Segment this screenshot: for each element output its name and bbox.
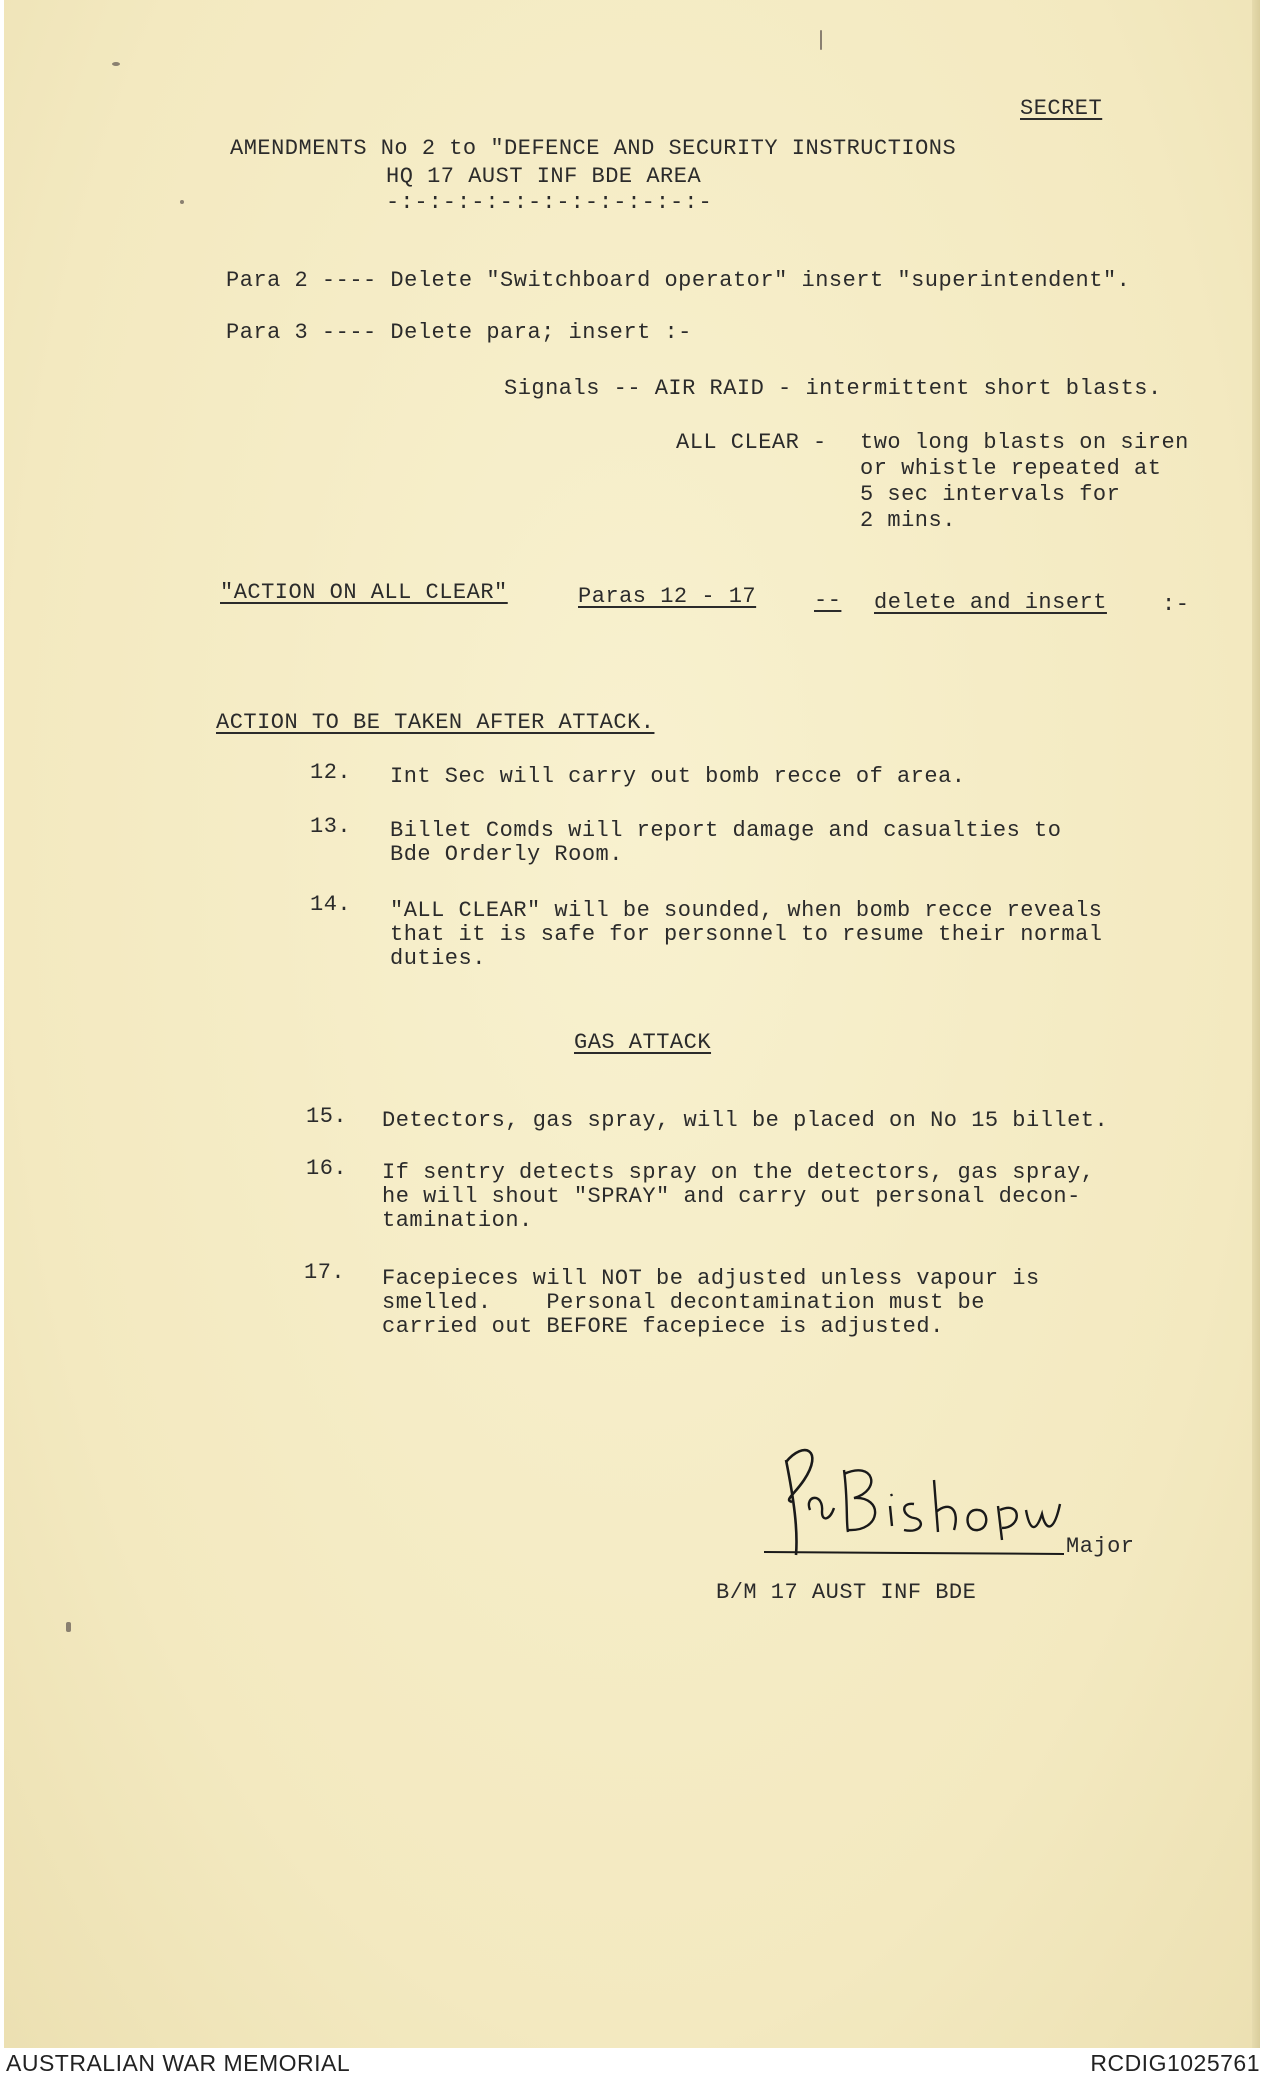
footer-archive-name: AUSTRALIAN WAR MEMORIAL — [6, 2050, 351, 2076]
para-number: 16. — [306, 1156, 348, 1181]
para-number: 14. — [310, 892, 352, 917]
para-number: 15. — [306, 1104, 348, 1129]
attack-section-heading: ACTION TO BE TAKEN AFTER ATTACK. — [216, 710, 655, 735]
classification-marking: SECRET — [1020, 96, 1103, 121]
para-text-line: Billet Comds will report damage and casualties to — [390, 818, 1062, 843]
paper-speck — [112, 62, 120, 66]
action-on-all-clear-separator: -- — [814, 588, 842, 613]
para-3-amendment: Para 3 ---- Delete para; insert :- — [226, 320, 692, 345]
para-text-line: he will shout "SPRAY" and carry out personal decon- — [382, 1184, 1081, 1209]
para-text-line: smelled. Personal decontamination must be — [382, 1290, 985, 1315]
document-page — [4, 0, 1260, 2048]
para-text-line: If sentry detects spray on the detectors, gas spray, — [382, 1160, 1095, 1185]
paper-speck — [820, 30, 822, 50]
para-text-line: Int Sec will carry out bomb recce of area. — [390, 764, 966, 789]
action-on-all-clear-heading: "ACTION ON ALL CLEAR" — [220, 580, 508, 605]
all-clear-detail-line: or whistle repeated at — [860, 456, 1162, 481]
signals-line: Signals -- AIR RAID - intermittent short blasts. — [504, 376, 1162, 401]
para-text-line: Bde Orderly Room. — [390, 842, 623, 867]
para-text-line: "ALL CLEAR" will be sounded, when bomb recce reveals — [390, 898, 1103, 923]
para-number: 13. — [310, 814, 352, 839]
para-number: 17. — [304, 1260, 346, 1285]
para-text-line: tamination. — [382, 1208, 533, 1233]
signatory-appointment: B/M 17 AUST INF BDE — [716, 1580, 977, 1605]
para-text-line: that it is safe for personnel to resume their normal — [390, 922, 1103, 947]
document-title-line2: HQ 17 AUST INF BDE AREA — [386, 164, 702, 189]
all-clear-label: ALL CLEAR - — [676, 430, 827, 455]
paper-speck — [180, 200, 184, 204]
all-clear-detail-line: 2 mins. — [860, 508, 956, 533]
para-text-line: Facepieces will NOT be adjusted unless vapour is — [382, 1266, 1040, 1291]
para-text-line: Detectors, gas spray, will be placed on No 15 billet. — [382, 1108, 1109, 1133]
para-text-line: carried out BEFORE facepiece is adjusted. — [382, 1314, 944, 1339]
gas-section-heading: GAS ATTACK — [574, 1030, 712, 1055]
para-text-line: duties. — [390, 946, 486, 971]
all-clear-detail-line: 5 sec intervals for — [860, 482, 1121, 507]
signatory-rank: Major — [1066, 1534, 1135, 1559]
all-clear-detail-line: two long blasts on siren — [860, 430, 1189, 455]
handwritten-signature — [764, 1440, 1084, 1570]
action-on-all-clear-ref: Paras 12 - 17 — [578, 584, 757, 609]
footer-record-id: RCDIG1025761 — [1090, 2050, 1260, 2076]
document-title-line1: AMENDMENTS No 2 to "DEFENCE AND SECURITY INSTRUCTIONS — [230, 136, 957, 161]
action-on-all-clear-tail: :- — [1162, 592, 1190, 617]
paper-speck — [66, 1622, 71, 1632]
title-rule: -:-:-:-:-:-:-:-:-:-:-:- — [386, 190, 713, 215]
action-on-all-clear-instruction: delete and insert — [874, 590, 1107, 615]
para-2-amendment: Para 2 ---- Delete "Switchboard operator" insert "superintendent". — [226, 268, 1131, 293]
para-number: 12. — [310, 760, 352, 785]
